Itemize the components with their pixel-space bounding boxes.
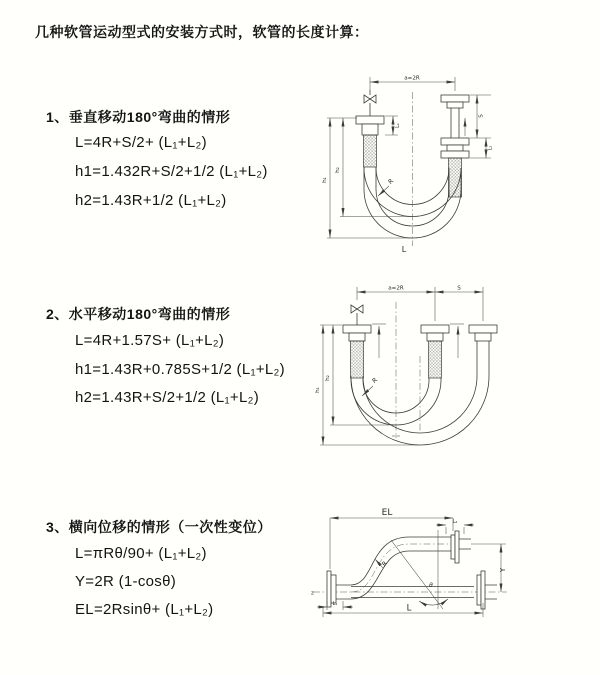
d2-centerlines xyxy=(392,302,420,438)
d3-dim-l-label: L xyxy=(406,603,412,614)
d3-right-flange xyxy=(477,571,497,609)
section-2-heading: 2、水平移动180°弯曲的情形 xyxy=(46,306,231,322)
formula-3-3: EL=2Rsinθ+ (L₁+L₂) xyxy=(75,601,214,618)
diagram-horizontal-travel-180-bend xyxy=(312,278,522,448)
d3-angle-label: θ xyxy=(429,582,433,589)
d1-dim-l2-label: L₂ xyxy=(487,145,494,151)
formula-1-2: h1=1.432R+S/2+1/2 (L₁+L₂) xyxy=(75,163,268,180)
formula-1-1: L=4R+S/2+ (L₁+L₂) xyxy=(75,134,207,151)
d2-dim-h2-label: h₂ xyxy=(325,375,331,381)
formula-3-1: L=πRθ/90+ (L₁+L₂) xyxy=(75,545,207,562)
d2-left-pipe xyxy=(343,325,371,378)
d3-dim-el-label: EL xyxy=(381,508,393,518)
d1-fitting-length-dimension xyxy=(385,116,401,135)
d1-dim-h2-label: h₂ xyxy=(335,167,341,173)
d1-dim-width-label: a=2R xyxy=(404,75,420,82)
d3-break-mark: z xyxy=(311,590,314,597)
d3-dim-y-label: Y xyxy=(499,567,507,573)
d3-radius-label: R xyxy=(380,560,389,568)
d1-radius-label: R xyxy=(387,177,395,186)
d1-travel-dimension xyxy=(465,95,494,158)
d3-extended-length-dimension xyxy=(330,508,453,569)
d2-middle-pipe xyxy=(421,325,449,378)
d2-valve-icon xyxy=(351,305,363,325)
d2-height-dimensions xyxy=(315,325,420,445)
d2-dim-width-label: a=2R xyxy=(388,285,404,292)
formula-2-1: L=4R+1.57S+ (L₁+L₂) xyxy=(75,332,225,349)
d3-dim-l1-label: L₁ xyxy=(332,601,338,607)
d2-radius-label: R xyxy=(371,376,379,385)
diagram-vertical-travel-180-bend xyxy=(305,68,555,260)
d2-right-pipe xyxy=(469,325,497,341)
d1-dim-h1-label: h₁ xyxy=(322,177,328,183)
d3-dim-l2-label: L₂ xyxy=(452,519,458,525)
section-1-heading: 1、垂直移动180°弯曲的情形 xyxy=(46,109,231,125)
d2-dim-h1-label: h₁ xyxy=(315,387,321,393)
formula-3-2: Y=2R (1-cosθ) xyxy=(75,573,177,590)
d3-radius-callout xyxy=(375,559,389,568)
d1-length-label: L xyxy=(401,245,407,254)
d3-s-curve-hose xyxy=(351,537,460,599)
d2-fitting-dimension-arrows xyxy=(372,324,464,358)
d1-right-pipe xyxy=(441,95,469,197)
formula-1-3: h2=1.43R+1/2 (L₁+L₂) xyxy=(75,192,227,209)
d3-length-dimension xyxy=(323,603,483,617)
d1-top-dimension xyxy=(370,76,455,92)
d3-left-flange xyxy=(327,571,351,607)
formula-2-2: h1=1.43R+0.785S+1/2 (L₁+L₂) xyxy=(75,361,285,378)
d1-valve-icon xyxy=(364,90,376,116)
section-3-heading: 3、横向位移的情形（一次性变位） xyxy=(46,519,272,535)
d2-top-dimension xyxy=(357,286,483,322)
diagram-lateral-offset xyxy=(305,502,595,652)
d2-dim-travel-label: S xyxy=(457,285,461,292)
d1-dim-l1-label: L₁ xyxy=(395,123,401,128)
d1-dim-travel-label: S xyxy=(478,114,485,118)
formula-2-3: h2=1.43R+S/2+1/2 (L₁+L₂) xyxy=(75,389,260,406)
d3-left-fitting-dimension xyxy=(317,601,353,610)
d1-left-pipe xyxy=(356,116,384,167)
d3-upper-flange xyxy=(451,531,471,563)
page-title: 几种软管运动型式的安装方式时，软管的长度计算： xyxy=(35,24,369,40)
d2-radius-callout xyxy=(362,376,379,396)
